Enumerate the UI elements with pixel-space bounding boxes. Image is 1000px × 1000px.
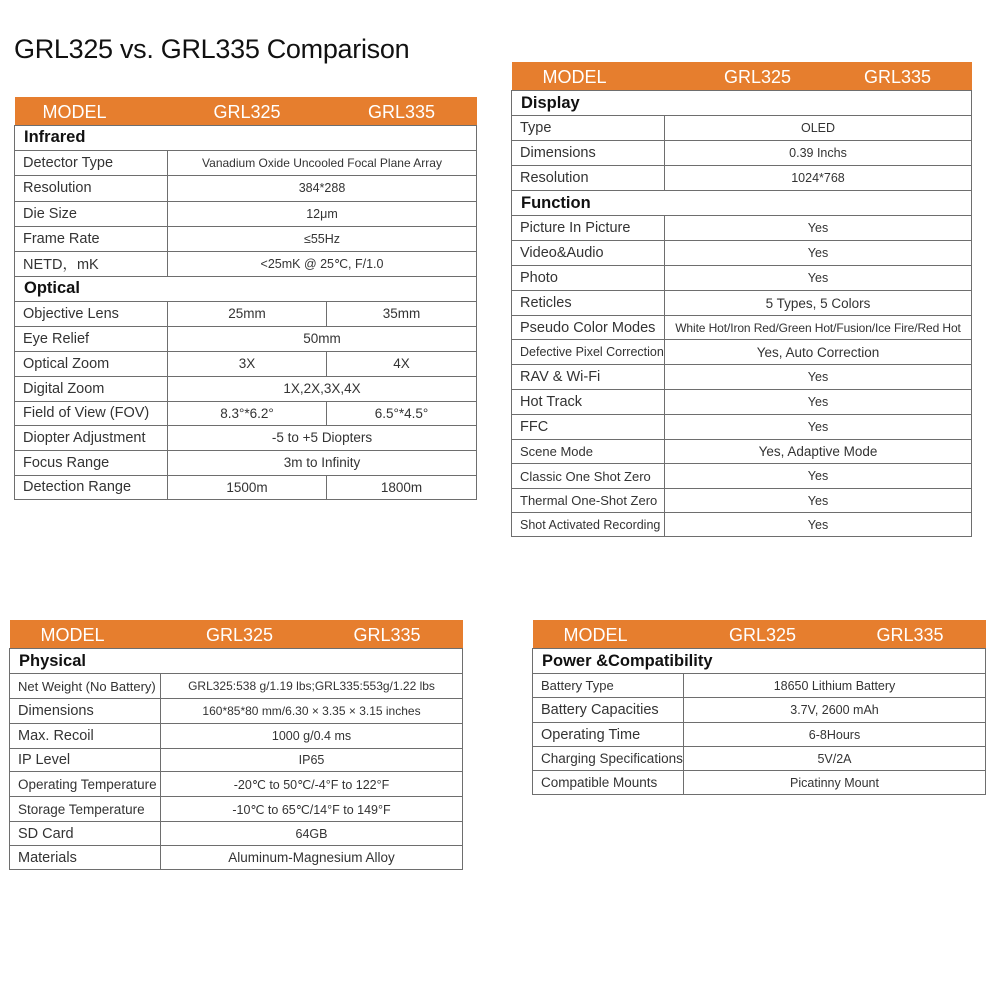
row-label: Storage Temperature <box>10 797 161 822</box>
row-value: 1024*768 <box>665 166 972 191</box>
row-label: Type <box>512 116 665 141</box>
row-value: OLED <box>665 116 972 141</box>
row-value: 50mm <box>168 326 477 351</box>
table-row <box>15 376 477 401</box>
row-label: Battery Type <box>533 674 684 698</box>
row-value: Yes <box>665 365 972 390</box>
header-grl325: GRL325 <box>168 97 327 125</box>
table-row <box>512 440 972 464</box>
row-label: Classic One Shot Zero <box>512 464 665 489</box>
row-label: SD Card <box>10 822 161 846</box>
table-row <box>15 150 477 175</box>
row-label: Field of View (FOV) <box>15 401 168 425</box>
row-value: Yes <box>665 390 972 415</box>
row-value-grl335: 35mm <box>327 301 477 326</box>
row-value: 1000 g/0.4 ms <box>161 724 463 749</box>
row-label: Shot Activated Recording <box>512 513 665 537</box>
row-value: -5 to +5 Diopters <box>168 425 477 450</box>
row-value: ≤55Hz <box>168 226 477 251</box>
row-value-grl325: 8.3°*6.2° <box>168 401 327 425</box>
header-cell <box>512 62 972 91</box>
table-row <box>10 724 463 749</box>
row-value: Yes, Adaptive Mode <box>665 440 972 464</box>
section-row <box>15 125 477 150</box>
row-label: Detector Type <box>15 150 168 175</box>
table-header-row <box>512 62 972 91</box>
row-value: Aluminum-Magnesium Alloy <box>161 846 463 870</box>
table-row <box>512 166 972 191</box>
table-header-row <box>533 620 986 649</box>
row-value: 384*288 <box>168 175 477 201</box>
row-value: 12μm <box>168 201 477 226</box>
table-row <box>15 201 477 226</box>
row-label: Objective Lens <box>15 301 168 326</box>
section-physical: Physical <box>10 649 463 674</box>
row-label: Charging Specifications <box>533 747 684 771</box>
row-label: Diopter Adjustment <box>15 425 168 450</box>
row-value: 5 Types, 5 Colors <box>665 291 972 316</box>
table-row <box>15 175 477 201</box>
row-value: -10℃ to 65℃/14°F to 149°F <box>161 797 463 822</box>
table-row <box>533 747 986 771</box>
table-row <box>512 340 972 365</box>
row-label: RAV & Wi-Fi <box>512 365 665 390</box>
row-value: White Hot/Iron Red/Green Hot/Fusion/Ice Fire/Red Hot <box>665 316 972 340</box>
table-row <box>512 513 972 537</box>
table-header-row <box>15 97 477 125</box>
row-value: IP65 <box>161 749 463 772</box>
table-row <box>512 390 972 415</box>
table-row <box>15 475 477 499</box>
table-row <box>15 301 477 326</box>
row-label: Resolution <box>512 166 665 191</box>
row-value: 64GB <box>161 822 463 846</box>
row-label: IP Level <box>10 749 161 772</box>
row-label: Frame Rate <box>15 226 168 251</box>
table-row <box>512 266 972 291</box>
table-row <box>15 450 477 475</box>
row-label: NETD，mK <box>15 251 168 276</box>
row-label: Digital Zoom <box>15 376 168 401</box>
row-value-grl325: 1500m <box>168 475 327 499</box>
row-label: Hot Track <box>512 390 665 415</box>
row-label: Eye Relief <box>15 326 168 351</box>
row-label: Operating Temperature <box>10 772 161 797</box>
row-label: Compatible Mounts <box>533 771 684 795</box>
table-row <box>10 772 463 797</box>
section-optical: Optical <box>15 276 477 301</box>
table-row <box>512 365 972 390</box>
header-model: MODEL <box>40 625 105 645</box>
row-value: Yes <box>665 464 972 489</box>
row-value: 160*85*80 mm/6.30 × 3.35 × 3.15 inches <box>161 699 463 724</box>
row-label: Focus Range <box>15 450 168 475</box>
table-row <box>533 723 986 747</box>
row-value: 18650 Lithium Battery <box>684 674 986 698</box>
row-value: Yes <box>665 216 972 241</box>
row-label: Max. Recoil <box>10 724 161 749</box>
table-row <box>533 771 986 795</box>
row-value: Yes <box>665 241 972 266</box>
header-model: MODEL <box>563 625 628 645</box>
row-label: Reticles <box>512 291 665 316</box>
display-function-table <box>511 62 972 537</box>
row-value: Yes, Auto Correction <box>665 340 972 365</box>
header-grl335: GRL335 <box>863 67 932 87</box>
row-value: GRL325:538 g/1.19 lbs;GRL335:553g/1.22 lbs <box>161 674 463 699</box>
row-value: 5V/2A <box>684 747 986 771</box>
table-row <box>10 846 463 870</box>
row-label: Net Weight (No Battery) <box>10 674 161 699</box>
row-label: Materials <box>10 846 161 870</box>
header-grl325: GRL325 <box>723 67 792 87</box>
row-value: <25mK @ 25℃, F/1.0 <box>168 251 477 276</box>
row-value-grl325: 25mm <box>168 301 327 326</box>
table-row <box>512 415 972 440</box>
table-row <box>533 674 986 698</box>
section-row <box>512 191 972 216</box>
table-row <box>10 674 463 699</box>
section-row <box>533 649 986 674</box>
row-value: Yes <box>665 415 972 440</box>
header-cell <box>533 620 986 649</box>
header-grl335: GRL335 <box>327 97 477 125</box>
row-value: Vanadium Oxide Uncooled Focal Plane Array <box>168 150 477 175</box>
row-value: 6-8Hours <box>684 723 986 747</box>
row-value: Yes <box>665 489 972 513</box>
table-row <box>10 797 463 822</box>
table-row <box>533 698 986 723</box>
section-power: Power &Compatibility <box>533 649 986 674</box>
row-value-grl335: 6.5°*4.5° <box>327 401 477 425</box>
section-row <box>10 649 463 674</box>
header-grl325: GRL325 <box>205 625 274 645</box>
row-value: Yes <box>665 266 972 291</box>
row-label: Battery Capacities <box>533 698 684 723</box>
table-row <box>15 351 477 376</box>
physical-table <box>9 620 463 870</box>
row-value: 0.39 Inchs <box>665 141 972 166</box>
table-row <box>15 326 477 351</box>
power-compatibility-table <box>532 620 986 795</box>
section-display: Display <box>512 91 972 116</box>
row-label: Picture In Picture <box>512 216 665 241</box>
row-label: Scene Mode <box>512 440 665 464</box>
row-label: Die Size <box>15 201 168 226</box>
section-row <box>15 276 477 301</box>
table-row <box>15 401 477 425</box>
row-value: 1X,2X,3X,4X <box>168 376 477 401</box>
row-label: Pseudo Color Modes <box>512 316 665 340</box>
header-grl325: GRL325 <box>728 625 797 645</box>
header-cell <box>10 620 463 649</box>
header-model: MODEL <box>542 67 607 87</box>
table-row <box>512 141 972 166</box>
row-label: Video&Audio <box>512 241 665 266</box>
table-row <box>15 251 477 276</box>
row-label: Dimensions <box>512 141 665 166</box>
page-title: GRL325 vs. GRL335 Comparison <box>14 34 410 64</box>
row-label: Operating Time <box>533 723 684 747</box>
row-value-grl335: 1800m <box>327 475 477 499</box>
row-value: Picatinny Mount <box>684 771 986 795</box>
table-row <box>512 316 972 340</box>
row-label: Defective Pixel Correction <box>512 340 665 365</box>
row-label: Detection Range <box>15 475 168 499</box>
infrared-optical-table <box>14 97 477 500</box>
row-value: -20℃ to 50℃/-4°F to 122°F <box>161 772 463 797</box>
table-row <box>15 226 477 251</box>
section-infrared: Infrared <box>15 125 477 150</box>
section-row <box>512 91 972 116</box>
header-grl335: GRL335 <box>876 625 944 645</box>
row-label: Resolution <box>15 175 168 201</box>
table-row <box>10 749 463 772</box>
table-row <box>512 116 972 141</box>
row-value: 3m to Infinity <box>168 450 477 475</box>
row-label: FFC <box>512 415 665 440</box>
header-model: MODEL <box>15 97 168 125</box>
row-value-grl325: 3X <box>168 351 327 376</box>
row-value: 3.7V, 2600 mAh <box>684 698 986 723</box>
table-row <box>10 822 463 846</box>
row-label: Optical Zoom <box>15 351 168 376</box>
table-row <box>512 489 972 513</box>
table-row <box>10 699 463 724</box>
row-value-grl335: 4X <box>327 351 477 376</box>
row-value: Yes <box>665 513 972 537</box>
table-row <box>512 291 972 316</box>
row-label: Photo <box>512 266 665 291</box>
table-row <box>512 216 972 241</box>
row-label: Thermal One-Shot Zero <box>512 489 665 513</box>
table-header-row <box>10 620 463 649</box>
table-row <box>512 241 972 266</box>
header-grl335: GRL335 <box>353 625 421 645</box>
row-label: Dimensions <box>10 699 161 724</box>
section-function: Function <box>512 191 972 216</box>
table-row <box>15 425 477 450</box>
table-row <box>512 464 972 489</box>
